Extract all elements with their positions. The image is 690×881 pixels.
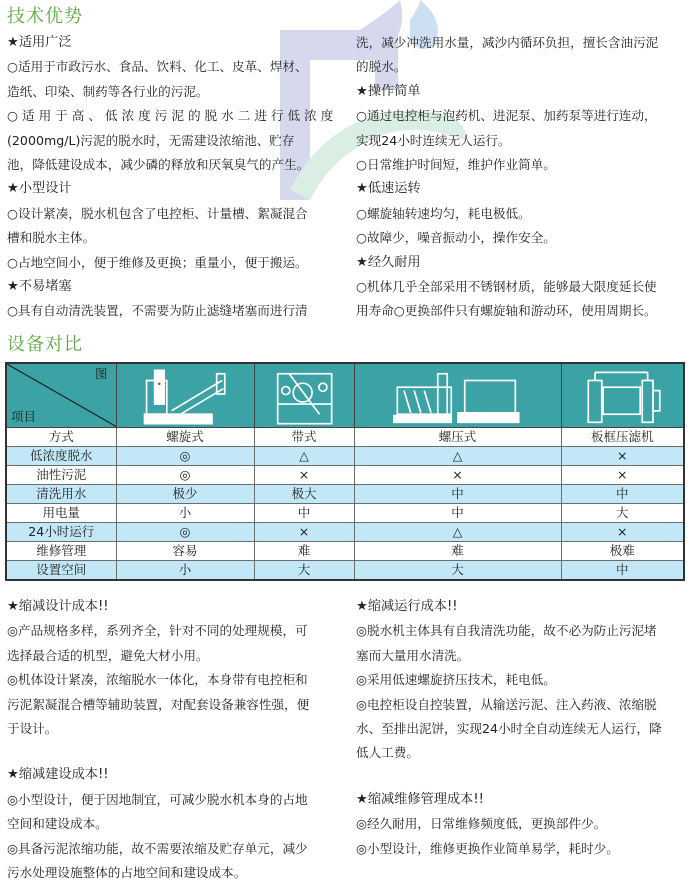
spacer [7,741,337,763]
table-corner-cell [6,363,116,428]
feature-text-line: ○故障少，噪音振动小，操作安全。 [356,230,556,246]
table-cell: 中 [354,504,561,523]
screw-dewaterer-image [116,363,254,428]
table-header-row [6,428,684,447]
feature-text-line: 空间和建设成本。 [7,816,108,832]
table-cell: 中 [561,485,684,504]
feature-text-line: 的脱水。 [356,59,407,75]
feature-text-line: 造纸、印染、制药等各行业的污泥。 [7,83,209,99]
screw-press-image [354,363,561,428]
feature-text-line: ○适用于市政污水、食品、饮料、化工、皮革、焊材、 [7,59,308,75]
feature-heading: ★不易堵塞 [7,278,72,294]
table-cell: 螺压式 [354,428,561,447]
row-label-cell: 清洗用水 [6,485,116,504]
row-label-cell: 油性污泥 [6,466,116,485]
table-row [6,542,684,561]
feature-heading: ★缩减运行成本!! [356,599,458,614]
feature-text-line: 用寿命○更换部件只有螺旋轴和游动环，使用周期长。 [356,303,657,319]
table-cell: 板框压滤机 [561,428,684,447]
table-row [6,466,684,485]
table-row [6,561,684,581]
table-image-row [6,363,684,428]
advantages-left-column [7,31,337,324]
feature-text-line: ○占地空间小，便于维修及更换；重量小，便于搬运。 [7,254,308,270]
row-label-cell: 设置空间 [6,561,116,581]
feature-text-line: ◎经久耐用，日常维修频度低，更换部件少。 [356,816,607,832]
feature-text-line: ◎小型设计，便于因地制宜，可减少脱水机本身的占地 [7,791,308,807]
feature-heading: ★缩减设计成本!! [7,599,109,614]
comparison-table [5,362,685,581]
section-title-advantages: 技术优势 [7,6,83,27]
advantages-right-column [356,31,686,324]
table-cell: × [354,466,561,485]
feature-text-line: 于设计。 [7,720,58,736]
feature-heading: ★适用广泛 [7,35,72,50]
feature-text-line: (2000mg/L)污泥的脱水时，无需建设浓缩池、贮存 [7,132,295,148]
feature-text-line: ◎具备污泥浓缩功能，故不需要浓缩及贮存单元，减少 [7,840,308,856]
table-cell: 中 [354,485,561,504]
feature-text-line: 实现24小时连续无人运行。 [356,132,511,148]
feature-text-line: ○螺旋轴转速均匀，耗电极低。 [356,205,531,221]
belt-press-image [254,363,354,428]
table-cell: 极大 [254,485,354,504]
table-cell: 极少 [116,485,254,504]
feature-heading: ★缩减建设成本!! [7,767,109,783]
table-cell: 难 [254,542,354,561]
table-cell: △ [254,447,354,466]
table-cell: 中 [254,504,354,523]
table-row [6,447,684,466]
table-row [6,523,684,542]
feature-text-line: ◎脱水机主体具有自我清洗功能，故不必为防止污泥堵 [356,623,657,639]
row-label-cell: 低浓度脱水 [6,447,116,466]
row-label-cell: 维修管理 [6,542,116,561]
table-cell: 带式 [254,428,354,447]
row-label-cell: 方式 [6,428,116,447]
table-cell: 螺旋式 [116,428,254,447]
table-cell: 大 [354,561,561,581]
feature-text-line: 洗，减少冲洗用水量，减沙内循环负担，擅长含油污泥 [356,35,659,50]
cost-left-column [7,595,337,881]
feature-text-line: ◎电控柜设自控装置，从输送污泥、注入药液、浓缩脱 [356,696,657,712]
table-cell: 中 [561,561,684,581]
table-row [6,504,684,523]
feature-text-line: ○具有自动清洗装置，不需要为防止滤缝堵塞而进行清 [7,303,308,319]
corner-label-item: 项目 [11,409,37,424]
feature-text-line: 塞而大量用水清洗。 [356,647,470,663]
feature-heading: ★经久耐用 [356,254,421,270]
table-cell: 大 [561,504,684,523]
feature-text-line: ◎小型设计，维修更换作业简单易学，耗时少。 [356,840,619,856]
table-cell: × [561,447,684,466]
table-cell: 极难 [561,542,684,561]
table-cell: ◎ [116,523,254,542]
cost-right-column [356,595,686,861]
table-cell: ◎ [116,447,254,466]
feature-text-line: ◎机体设计紧凑，浓缩脱水一体化，本身带有电控柜和 [7,672,308,688]
table-cell: 难 [354,542,561,561]
section-title-comparison: 设备对比 [7,334,83,355]
feature-text-line: ○日常维护时间短，维护作业简单。 [356,156,556,172]
table-cell: × [561,466,684,485]
table-cell: △ [354,447,561,466]
table-cell: 大 [254,561,354,581]
feature-text-line: ○机体几乎全部采用不锈钢材质，能够最大限度延长使 [356,278,657,294]
table-cell: 容易 [116,542,254,561]
feature-text-line: 槽和脱水主体。 [7,230,96,246]
corner-label-figure: 图 [94,366,108,381]
feature-heading: ★操作简单 [356,83,421,99]
feature-text-line: ◎采用低速螺旋挤压技术，耗电低。 [356,672,556,688]
spacer [356,766,686,788]
table-cell: ◎ [116,466,254,485]
feature-text-line: ◎产品规格多样，系列齐全，针对不同的处理规模，可 [7,623,308,639]
feature-text-line: 选择最合适的机型，避免大材小用。 [7,647,209,663]
table-cell: × [561,523,684,542]
feature-text-line: 低人工费。 [356,745,419,761]
feature-text-line: 水、至排出泥饼，实现24小时全自动连续无人运行，降 [356,720,662,736]
table-cell: 小 [116,504,254,523]
feature-text-line: 污水处理设施整体的占地空间和建设成本。 [7,864,247,880]
row-label-cell: 24小时运行 [6,523,116,542]
feature-heading: ★小型设计 [7,181,72,197]
feature-heading: ★缩减维修管理成本!! [356,791,484,807]
feature-text-line: ○设计紧凑，脱水机包含了电控柜、计量槽、絮凝混合 [7,205,308,221]
feature-text-line: ○ 适 用 于 高 、 低 浓 度 污 泥 的 脱 水 二 进 行 低 浓 度 [7,108,334,124]
plate-frame-filter-press-image [561,363,684,428]
feature-text-line: 污泥絮凝混合槽等辅助装置，对配套设备兼容性强，便 [7,696,310,712]
row-label-cell: 用电量 [6,504,116,523]
table-cell: △ [354,523,561,542]
table-cell: × [254,466,354,485]
table-row [6,485,684,504]
table-cell: × [254,523,354,542]
feature-heading: ★低速运转 [356,181,421,197]
feature-text-line: ○通过电控柜与泡药机、进泥泵、加药泵等进行连动， [356,108,657,124]
table-cell: 小 [116,561,254,581]
feature-text-line: 池，降低建设成本，减少磷的释放和厌氧臭气的产生。 [7,156,310,172]
